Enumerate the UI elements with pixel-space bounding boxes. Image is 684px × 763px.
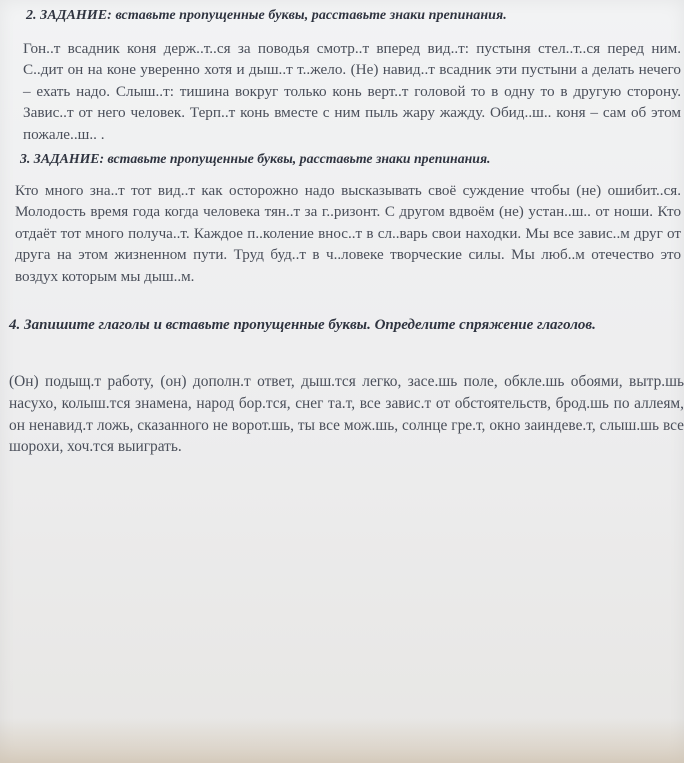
- task-4-text: (Он) подыщ.т работу, (он) дополн.т ответ, дыш.тся легко, засе.шь поле, обкле.шь обоями, вытр.шь насухо, колыш.тся знамена, народ бор.тся, снег та.т, все завис.т от обстоятельств, брод.шь по аллеям, он ненавид.т ложь, сказанного не ворот.шь, ты все мож.шь, солнце гре.т, окно заиндеве.т, слыш.шь все шорохи, хоч.тся выиграть.: [9, 373, 684, 456]
- task-3-text: Кто много зна..т тот вид..т как осторожно надо высказывать своё суждение чтобы (не) ошибит..ся. Молодость время года когда человека тян..т за г..ризонт. С другом вдвоём (не) устан..ш.. от ноши. Кто отдаёт тот много получа..т. Каждое п..коление внос..т в сл..варь свои находки. Мы все завис..м друг от друга на этом жизненном пути. Труд буд..т в ч..ловеке творческие силы. Мы люб..м отечество это воздух которым мы дыш..м.: [15, 183, 681, 285]
- task-2-heading: 2. ЗАДАНИЕ: вставьте пропущенные буквы, расставьте знаки препинания.: [26, 8, 507, 23]
- task-3-heading: 3. ЗАДАНИЕ: вставьте пропущенные буквы, расставьте знаки препинания.: [20, 151, 491, 166]
- task-2-text: Гон..т всадник коня держ..т..ся за поводья смотр..т вперед вид..т: пустыня стел..т..ся перед ним. С..дит он на коне уверенно хотя и дыш..т т..жело. (Не) навид..т всадник эти пустыни а делать нечего – ехать надо. Слыш..т: тишина вокруг только конь верт..т головой то в одну то в другую сторону. Завис..т от него человек. Терп..т конь вместе с ним пыль жару жажду. Обид..ш.. коня – сам об этом пожале..ш.. .: [23, 40, 681, 143]
- task-4-heading: 4. Запишите глаголы и вставьте пропущенные буквы. Определите спряжение глаголов.: [9, 317, 596, 333]
